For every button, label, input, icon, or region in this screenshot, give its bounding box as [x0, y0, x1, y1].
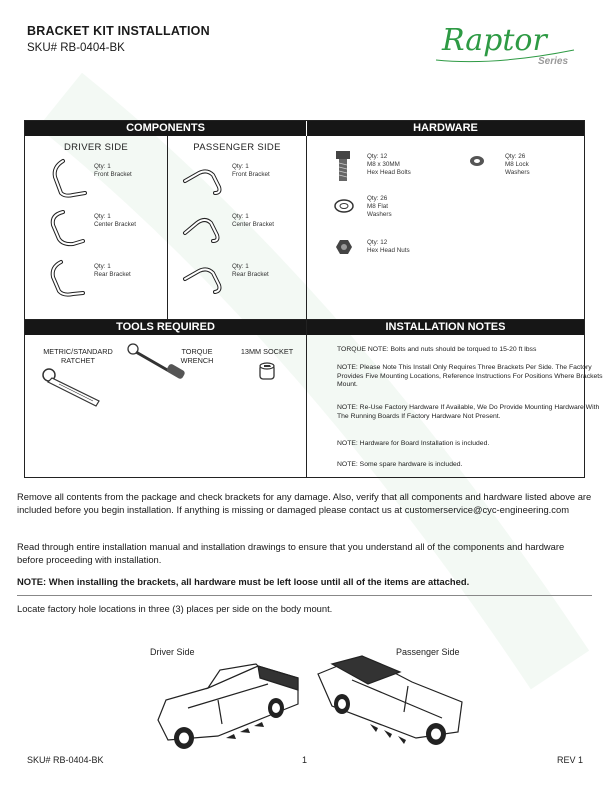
torque-wrench-label: TORQUE WRENCH — [180, 347, 214, 365]
logo-series: Series — [538, 56, 569, 67]
torque-note: TORQUE NOTE: Bolts and nuts should be torqued to 15-20 ft lbss — [337, 346, 537, 353]
driver-rear-bracket-icon — [47, 259, 87, 301]
raptor-series-logo — [434, 20, 584, 70]
document-title: BRACKET KIT INSTALLATION — [27, 24, 210, 38]
torque-wrench-icon — [125, 343, 189, 387]
components-table — [24, 120, 603, 478]
intro-paragraph: Remove all contents from the package and check brackets for any damage. Also, verify that all components and hardware listed above are included before you begin installation. If anything is missing or damaged please contact us at customerservice@cyc-engineering.com — [17, 491, 592, 515]
passenger-front-bracket-icon — [183, 161, 227, 197]
bolts-item: Qty: 12 M8 x 30MM Hex Head Bolts — [367, 153, 411, 177]
driver-side-caption: Driver Side — [150, 647, 195, 657]
flat-washers-item: Qty: 26 M8 Flat Washers — [367, 195, 392, 219]
socket-label: 13MM SOCKET — [240, 347, 294, 356]
driver-front-bracket-item: Qty: 1 Front Bracket — [94, 163, 132, 179]
locate-holes-paragraph: Locate factory hole locations in three (3) places per side on the body mount. — [17, 603, 333, 614]
footer-sku: SKU# RB-0404-BK — [27, 755, 104, 765]
driver-side-truck-illustration — [148, 660, 308, 752]
components-heading: COMPONENTS — [25, 121, 306, 136]
hex-nut-icon — [336, 239, 352, 255]
passenger-side-label: PASSENGER SIDE — [193, 142, 281, 153]
ratchet-label: METRIC/STANDARD RATCHET — [43, 347, 113, 365]
passenger-rear-bracket-item: Qty: 1 Rear Bracket — [232, 263, 269, 279]
brackets-note: NOTE: Please Note This Install Only Requires Three Brackets Per Side. The Factory Provides Five Mounting Locations, Reference Instructions For Positions Where Brackets Mount. — [337, 364, 603, 389]
passenger-center-bracket-item: Qty: 1 Center Bracket — [232, 213, 274, 229]
sku-label: SKU# RB-0404-BK — [27, 42, 125, 54]
ratchet-icon — [39, 367, 103, 409]
lock-washers-item: Qty: 26 M8 Lock Washers — [505, 153, 530, 177]
nuts-item: Qty: 12 Hex Head Nuts — [367, 239, 410, 255]
board-hardware-note: NOTE: Hardware for Board Installation is included. — [337, 440, 490, 447]
flat-washer-icon — [334, 199, 354, 213]
driver-center-bracket-icon — [47, 209, 87, 251]
driver-front-bracket-icon — [49, 159, 89, 201]
hardware-reuse-note: NOTE: Re-Use Factory Hardware If Available, We Do Provide Mounting Hardware With The Running Boards If Factory Hardware Not Present. — [337, 404, 600, 420]
hardware-heading: HARDWARE — [307, 121, 584, 136]
lock-washer-icon — [469, 155, 485, 167]
hex-bolt-icon — [335, 149, 351, 183]
passenger-rear-bracket-icon — [183, 261, 227, 297]
spare-hardware-note: NOTE: Some spare hardware is included. — [337, 461, 463, 468]
passenger-side-caption: Passenger Side — [396, 647, 460, 657]
notes-heading: INSTALLATION NOTES — [307, 320, 584, 335]
revision-label: REV 1 — [557, 755, 584, 765]
tools-heading: TOOLS REQUIRED — [25, 320, 306, 335]
driver-center-bracket-item: Qty: 1 Center Bracket — [94, 213, 136, 229]
page-number: 1 — [302, 755, 308, 765]
driver-side-label: DRIVER SIDE — [63, 142, 128, 153]
passenger-front-bracket-item: Qty: 1 Front Bracket — [232, 163, 270, 179]
socket-icon — [257, 361, 279, 383]
passenger-side-truck-illustration — [312, 652, 472, 752]
passenger-center-bracket-icon — [183, 211, 227, 247]
logo-word: Raptor — [442, 23, 547, 58]
loose-hardware-note: NOTE: When installing the brackets, all hardware must be left loose until all of the items are attached. — [17, 576, 470, 587]
driver-rear-bracket-item: Qty: 1 Rear Bracket — [94, 263, 131, 279]
read-manual-paragraph: Read through entire installation manual and installation drawings to ensure that you understand all of the components and hardware before proceeding with installation. — [17, 541, 565, 565]
